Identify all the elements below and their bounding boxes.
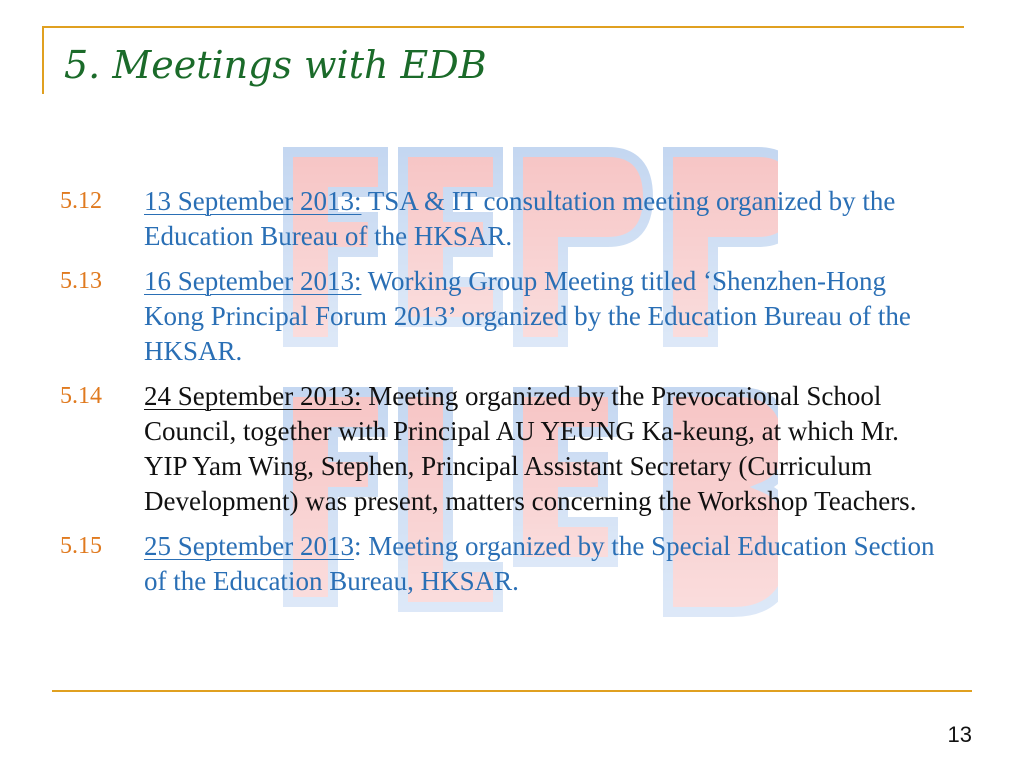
- item-description: : Meeting organized by the Special Education Section of the Education Bureau, HKSAR.: [144, 531, 935, 596]
- item-text: [144, 264, 944, 369]
- meeting-list: [60, 184, 960, 609]
- list-item: [60, 264, 960, 369]
- list-item: [60, 529, 960, 599]
- slide-title: 5. Meetings with EDB: [64, 43, 487, 87]
- item-description: TSA & IT consultation meeting organized by the Education Bureau of the HKSAR.: [144, 186, 896, 251]
- item-description: Meeting organized by the Prevocational School Council, together with Principal AU YEUNG Ka-keung, at which Mr. YIP Yam Wing, Stephen, Principal Assistant Secretary (Curriculum Development) was present, matters concerning the Workshop Teachers.: [144, 381, 917, 516]
- list-item: [60, 184, 960, 254]
- item-date: 13 September 2013:: [144, 186, 362, 216]
- item-number: 5.12: [60, 188, 102, 214]
- item-date: 16 September 2013:: [144, 266, 362, 296]
- page-number: 13: [947, 722, 972, 747]
- item-text: [144, 379, 944, 519]
- item-text: [144, 529, 944, 599]
- top-rule: [42, 26, 964, 28]
- item-date: 25 September 2013: [144, 531, 354, 561]
- left-rule: [42, 26, 44, 94]
- item-number: 5.14: [60, 383, 102, 409]
- list-item: [60, 379, 960, 519]
- item-number: 5.13: [60, 268, 102, 294]
- item-description: Working Group Meeting titled ‘Shenzhen-Hong Kong Principal Forum 2013’ organized by the Education Bureau of the HKSAR.: [144, 266, 911, 366]
- bottom-rule: [52, 690, 972, 692]
- item-date: 24 September 2013:: [144, 381, 362, 411]
- item-number: 5.15: [60, 533, 102, 559]
- item-text: [144, 184, 944, 254]
